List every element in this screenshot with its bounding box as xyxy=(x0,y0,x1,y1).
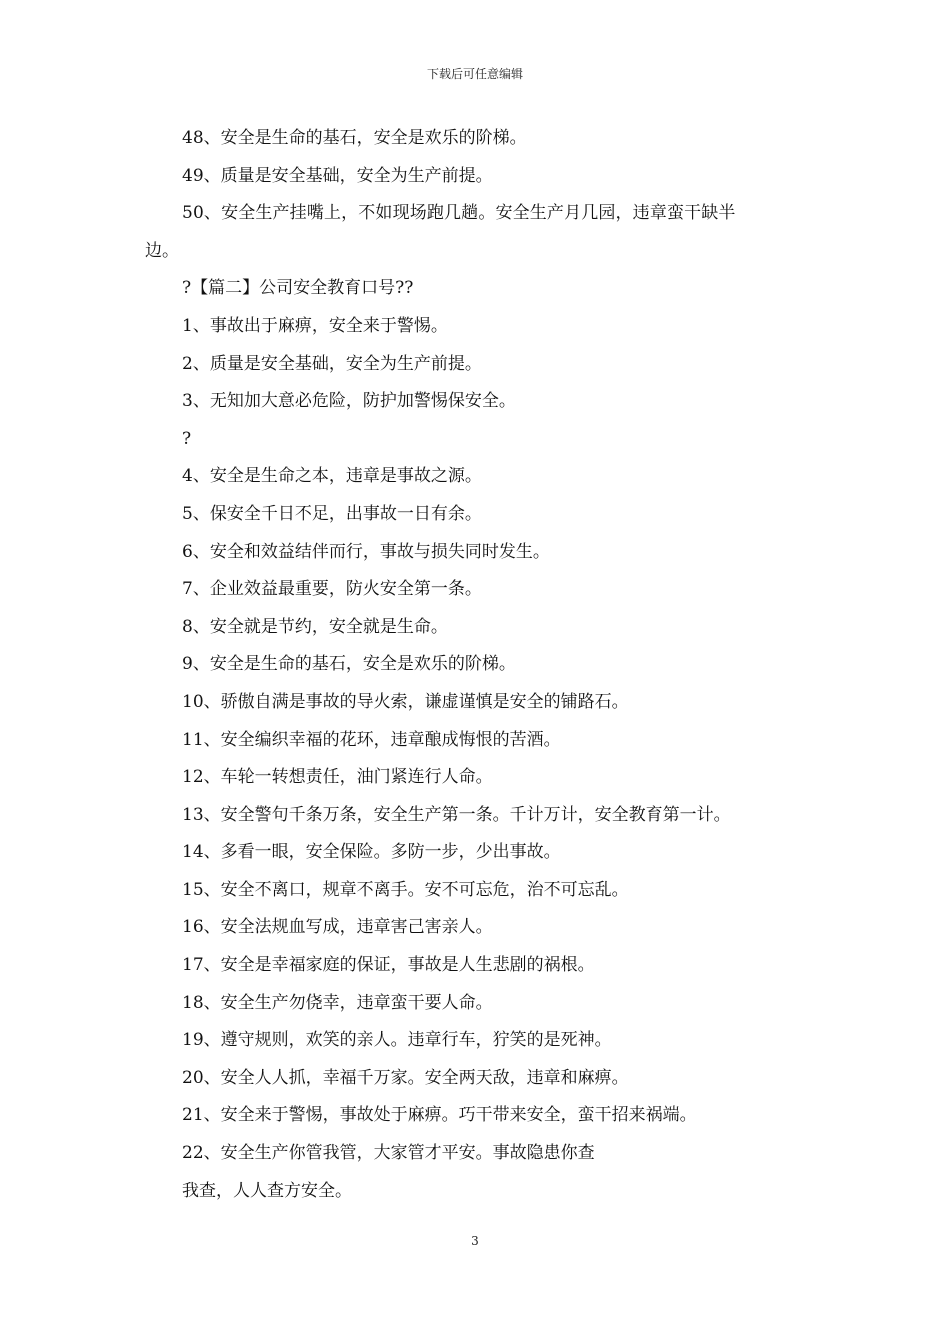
section-heading: ?【篇二】公司安全教育口号?? xyxy=(182,278,414,299)
slogan-15: 15、安全不离口，规章不离手。安不可忘危，治不可忘乱。 xyxy=(182,879,629,900)
slogan-22-continuation: 我查，人人查方安全。 xyxy=(182,1180,352,1201)
slogan-2: 2、质量是安全基础，安全为生产前提。 xyxy=(182,353,482,374)
slogan-1: 1、事故出于麻痹，安全来于警惕。 xyxy=(182,315,448,336)
slogan-48: 48、安全是生命的基石，安全是欢乐的阶梯。 xyxy=(182,128,527,148)
slogan-20: 20、安全人人抓，幸福千万家。安全两天敌，违章和麻痹。 xyxy=(182,1067,629,1088)
slogan-50: 50、安全生产挂嘴上，不如现场跑几趟。安全生产月几园，违章蛮干缺半 xyxy=(182,203,736,224)
slogan-21: 21、安全来于警惕，事故处于麻痹。巧干带来安全，蛮干招来祸端。 xyxy=(182,1105,697,1126)
slogan-13: 13、安全警句千条万条，安全生产第一条。千计万计，安全教育第一计。 xyxy=(182,804,731,825)
page-number: 3 xyxy=(471,1234,479,1248)
slogan-49: 49、质量是安全基础，安全为生产前提。 xyxy=(182,165,493,186)
slogan-10: 10、骄傲自满是事故的导火索，谦虚谨慎是安全的铺路石。 xyxy=(182,691,629,712)
slogan-50-continuation: 边。 xyxy=(145,240,179,261)
slogan-11: 11、安全编织幸福的花环，违章酿成悔恨的苦酒。 xyxy=(182,729,561,750)
slogan-4: 4、安全是生命之本，违章是事故之源。 xyxy=(182,466,482,487)
slogan-16: 16、安全法规血写成，违章害己害亲人。 xyxy=(182,917,493,938)
stray-question-mark: ? xyxy=(182,428,192,449)
slogan-12: 12、车轮一转想责任，油门紧连行人命。 xyxy=(182,767,493,788)
slogan-6: 6、安全和效益结伴而行，事故与损失同时发生。 xyxy=(182,541,550,562)
slogan-9: 9、安全是生命的基石，安全是欢乐的阶梯。 xyxy=(182,654,516,675)
slogan-22: 22、安全生产你管我管，大家管才平安。事故隐患你查 xyxy=(182,1143,595,1164)
slogan-17: 17、安全是幸福家庭的保证，事故是人生悲剧的祸根。 xyxy=(182,955,595,976)
slogan-19: 19、遵守规则，欢笑的亲人。违章行车，狞笑的是死神。 xyxy=(182,1030,612,1051)
slogan-3: 3、无知加大意必危险，防护加警惕保安全。 xyxy=(182,391,516,412)
slogan-7: 7、企业效益最重要，防火安全第一条。 xyxy=(182,579,482,600)
slogan-5: 5、保安全千日不足，出事故一日有余。 xyxy=(182,503,482,524)
slogan-8: 8、安全就是节约，安全就是生命。 xyxy=(182,616,448,637)
slogan-18: 18、安全生产勿侥幸，违章蛮干要人命。 xyxy=(182,992,493,1013)
slogan-14: 14、多看一眼，安全保险。多防一步，少出事故。 xyxy=(182,842,561,863)
document-body xyxy=(145,120,815,1210)
page-header: 下载后可任意编辑 xyxy=(426,67,523,81)
